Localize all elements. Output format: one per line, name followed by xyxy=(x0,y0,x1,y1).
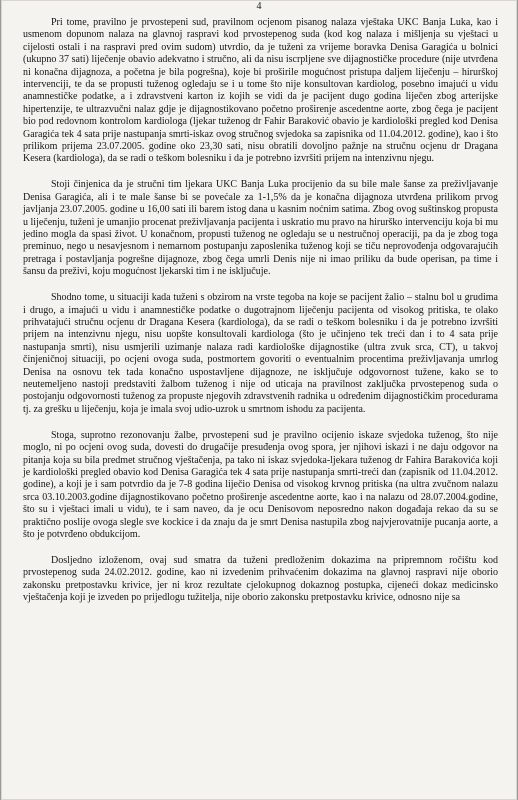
page-number: 4 xyxy=(256,1,262,12)
paragraph-2: Stoji činjenica da je stručni tim ljekara UKC Banja Luka procijenio da su bile male šanse za preživljavanje Denisa Garagića, ali i te male šanse bi se povećale za 1-1,5% da je konačna dijagnoza utvrđena prilikom prvog javljanja 23.07.2005. godine u 16,00 sati ili barem istog dana u kasnim noćnim satima. Zbog ovog suštinskog propusta u liječenju, tuženi je umanjio procenat preživljavanja pacijenta i uskratio mu pravo na hirurško intervenciju koja bi mu jedino mogla da spasi život. U konačnom, propusti tuženog ne ogledaju se u nestručnoj operaciji, pa da je zbog toga preminuo, nego u nesavjesnom i nemarnom postupanju zaposlenika tuženog koji se tiču neprovođenja odgovarajućih pretraga i postavljanja pogrešne dijagnoze, zbog čega umrli Denis nije ni imao priliku da bude operisan, pa time i šansu da preživi, koju mogućnost ljekarski tim i ne isključuje. xyxy=(23,179,498,278)
paragraph-4: Stoga, suprotno rezonovanju žalbe, prvostepeni sud je pravilno ocijenio iskaze svjedoka tuženog, što nije moglo, ni po ocjeni ovog suda, dovesti do drugačije presuđenja ovog spora, jer njihovi iskazi i ne daju odgovor na pitanja koja su bila predmet stručnog vještačenja, pa tako ni iskaz svjedoka-ljekara tuženog dr Fahira Barakovića koji je kardiološki pregled obavio kod Denisa Garagića tek 4 sata prije nastupanja smrti-treći dan (zapisnik od 11.04.2012. godine), a koji je i sam potvrdio da je 7-8 godina liječio Denisa od visokog krvnog pritiska (na ultra zvučnom nalazu srca 03.10.2003.godine dijagnostikovano početno proširenje ascedentne aorte, kao i na nalazu od 28.07.2004.godine, što su i vještaci imali u vidu), te i sam naveo, da je ocu Denisovom neposredno nakon događaja rekao da su se praktično poslije ovoga slegle sve kockice i da znaju da je smrt Denisa nastupila zbog najvjerovatnije pucanja aorte, a što je potvrđeno obdukcijom. xyxy=(23,429,498,540)
paragraph-1: Pri tome, pravilno je prvostepeni sud, pravilnom ocjenom pisanog nalaza vještaka UKC Banja Luka, kao i usmenom dopunom nalaza na glavnoj raspravi kod prvostepenog suda (kod kog nalaza i mišljenja su vještaci u cijelosti ostali i na raspravi pred ovim sudom) utvrdio, da je tuženi za vrijeme boravka Denisa Garagića u bolnici (ukupno 37 sati) liječenje obavio adekvatno i stručno, ali da nisu iscrpljene sve dijagnostičke procedure (nije utvrđena ni konačna dijagnoza, a početna je bila pogrešna), koje bi proširile mogućnost pristupa daljem liječenju – hirurškoj intervenciji, te da se propusti tuženog ogledaju se i u tome što nije konsultovan kardiolog, posebno imajući u vidu anamnestičke podatke, a i zdravstveni karton iz kojih se vidi da je pacijent dugo godina liječen zbog arterijske hipertenzije, te ultrazvučni nalaz gdje je dijagnostikovano početno proširenje ascedentne aorte, zbog čega je pacijent bio pod redovnom kontrolom kardiologa (ljekar tuženog dr Fahir Baraković obavio je kardiološki pregled kod Denisa Garagića tek 4 sata prije nastupanja smrti-iskaz ovog stručnog svjedoka sa zapisnika od 11.04.2012. godine), kao i što prilikom prijema 23.07.2005. godine oko 23,30 sati, nisu obratili dovoljno pažnje na stručnu ocjenu dr Dragana Kesera (kardiologa), da se radi o teškom bolesniku i da je potrebno izvršiti prijem na intenzivnu njegu. xyxy=(23,17,498,165)
paragraph-5: Dosljedno izloženom, ovaj sud smatra da tuženi predloženim dokazima na pripremnom ročištu kod prvostepenog suda 24.02.2012. godine, kao ni izvedenim prihvaćenim dokazima na glavnoj raspravi nije oborio zakonsku pretpostavku krivice, jer ni kroz rezultate cjelokupnog dokaznog postupka, cijeneći dokaz medicinsko vještačenja koji je izveden po prijedlogu tužitelja, nije oborio zakonsku pretpostavku krivice, odnosno nije sa xyxy=(23,554,498,604)
paragraph-3: Shodno tome, u situaciji kada tuženi s obzirom na vrste tegoba na koje se pacijent žalio – stalnu bol u grudima i drugo, a imajući u vidu i anamnestičke podatke o dugotrajnom liječenju pacijenta od visokog pritiska, te olako prihvatajući stručnu ocjenu dr Dragana Kesera (kardiologa), da se radi o teškom bolesniku i da je potrebno izvršiti prijem na intenzivnu njegu, nisu uopšte konsultovali kardiologa (što je učinjeno tek treći dan i to 4 sata prije nastupanja smrti), nisu usmjerili uzimanje nalaza radi kardiološke dijagnostike (ultra zvuk srca, CT), u takvoj činjeničnoj situaciji, po ocjeni ovoga suda, postmortem govoriti o eventualnim procentima preživljavanja umrlog Denisa na osnovu tek tada konačno uspostavljene dijagnoze, ne isključuje odgovornost tužene, kako se to neutemeljeno nastoji predstaviti žalbom tuženog i nije od uticaja na pravilnost zaključka prvostepenog suda o postojanju odgovornosti tuženog za propuste njegovih zdravstvenih radnika u određenim dijagnostičkim procedurama tj. za grešku u liječenju, koja je imala svoj udio-uzrok u smrtnom ishodu za pacijenta. xyxy=(23,292,498,415)
document-page xyxy=(1,0,517,800)
document-body xyxy=(23,17,498,618)
